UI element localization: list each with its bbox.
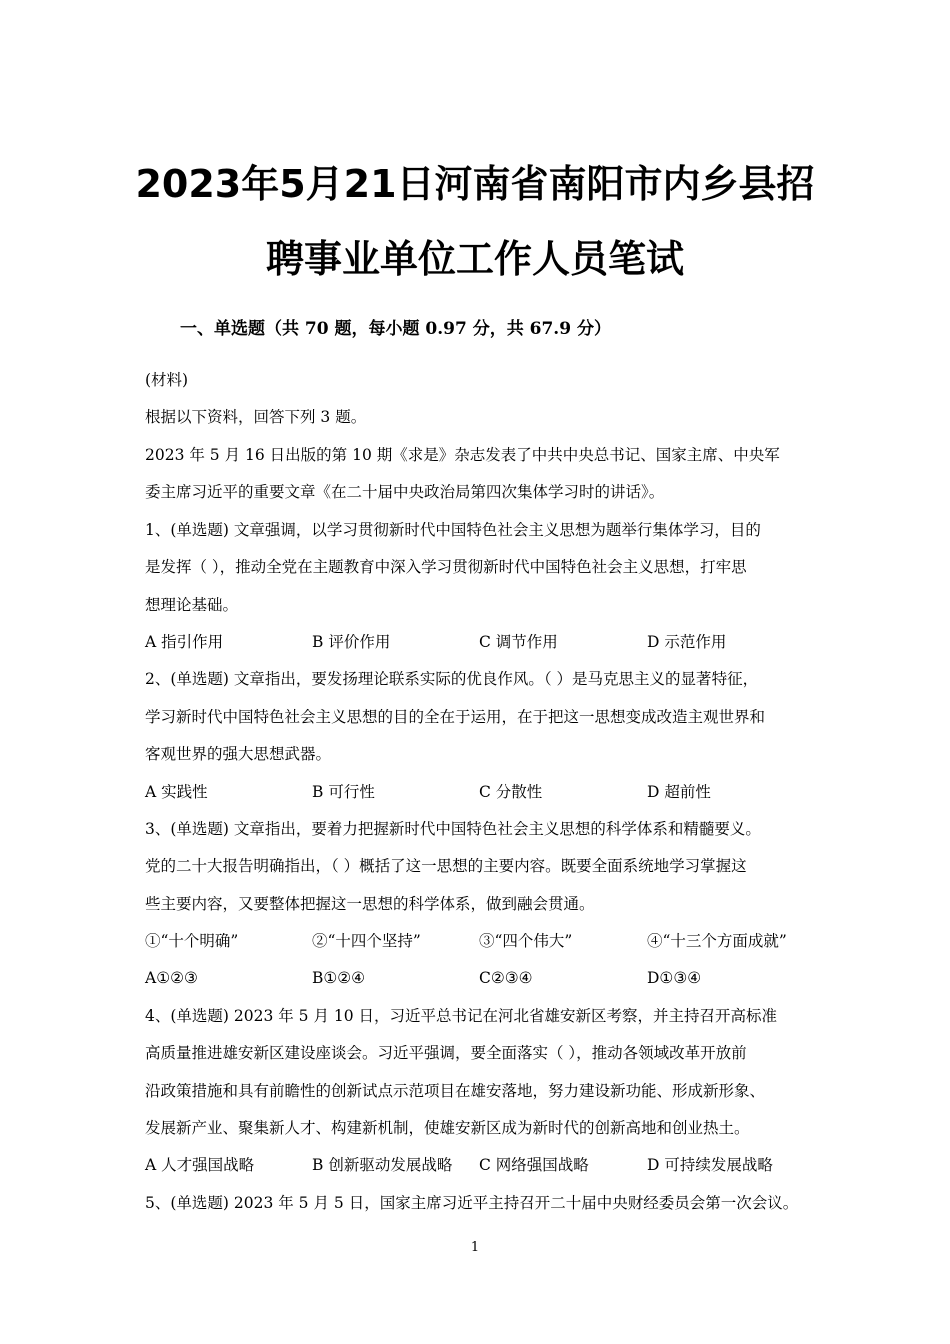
question-2-option-c: C 分散性 (479, 783, 543, 801)
question-3-item-4: ④“十三个方面成就” (647, 932, 787, 950)
question-1-text: 1、(单选题) 文章强调，以学习贯彻新时代中国特色社会主义思想为题举行集体学习，目的 (145, 521, 761, 539)
question-3-text: 些主要内容，又要整体把握这一思想的科学体系，做到融会贯通。 (145, 895, 595, 913)
question-3-item-2: ②“十四个坚持” (312, 932, 421, 950)
question-2-text: 2、(单选题) 文章指出，要发扬理论联系实际的优良作风。（ ）是马克思主义的显著特征， (145, 670, 759, 688)
question-1-option-d: D 示范作用 (647, 633, 727, 651)
question-1-option-c: C 调节作用 (479, 633, 558, 651)
question-2-option-b: B 可行性 (312, 783, 375, 801)
material-label: (材料) (145, 371, 189, 389)
question-3-text: 党的二十大报告明确指出，（ ）概括了这一思想的主要内容。既要全面系统地学习掌握这 (145, 857, 747, 875)
question-4-option-a: A 人才强国战略 (145, 1156, 255, 1174)
question-2-option-a: A 实践性 (145, 783, 208, 801)
section-heading: 一、单选题（共 70 题，每小题 0.97 分，共 67.9 分） (180, 319, 611, 339)
question-3-option-d: D①③④ (647, 969, 702, 987)
question-4-text: 4、(单选题) 2023 年 5 月 10 日，习近平总书记在河北省雄安新区考察，并主持召开高标准 (145, 1007, 778, 1025)
question-4-option-c: C 网络强国战略 (479, 1156, 589, 1174)
question-3-option-b: B①②④ (312, 969, 366, 987)
question-2-text: 客观世界的强大思想武器。 (145, 745, 332, 763)
question-1-option-a: A 指引作用 (145, 633, 224, 651)
question-4-text: 高质量推进雄安新区建设座谈会。习近平强调，要全面落实（ ），推动各领域改革开放前 (145, 1044, 747, 1062)
material-text-line: 2023 年 5 月 16 日出版的第 10 期《求是》杂志发表了中共中央总书记、国家主席、中央军 (145, 446, 780, 464)
question-1-text: 是发挥（ ），推动全党在主题教育中深入学习贯彻新时代中国特色社会主义思想，打牢思 (145, 558, 747, 576)
material-intro: 根据以下资料，回答下列 3 题。 (145, 408, 367, 426)
question-3-text: 3、(单选题) 文章指出，要着力把握新时代中国特色社会主义思想的科学体系和精髓要义。 (145, 820, 761, 838)
question-4-option-d: D 可持续发展战略 (647, 1156, 773, 1174)
question-1-option-b: B 评价作用 (312, 633, 391, 651)
document-title-line-1: 2023年5月21日河南省南阳市内乡县招 (135, 162, 815, 206)
document-title-line-2: 聘事业单位工作人员笔试 (265, 237, 684, 281)
question-1-text: 想理论基础。 (145, 596, 239, 614)
question-2-option-d: D 超前性 (647, 783, 711, 801)
question-4-option-b: B 创新驱动发展战略 (312, 1156, 453, 1174)
material-text-line: 委主席习近平的重要文章《在二十届中央政治局第四次集体学习时的讲话》。 (145, 483, 665, 501)
question-3-option-a: A①②③ (145, 969, 198, 987)
question-3-option-c: C②③④ (479, 969, 533, 987)
question-5-text: 5、(单选题) 2023 年 5 月 5 日，国家主席习近平主持召开二十届中央财经委员会第一次会议。 (145, 1194, 799, 1212)
question-4-text: 发展新产业、聚集新人才、构建新机制，使雄安新区成为新时代的创新高地和创业热土。 (145, 1119, 750, 1137)
question-3-item-1: ①“十个明确” (145, 932, 239, 950)
question-4-text: 沿政策措施和具有前瞻性的创新试点示范项目在雄安落地，努力建设新功能、形成新形象、 (145, 1082, 766, 1100)
question-2-text: 学习新时代中国特色社会主义思想的目的全在于运用，在于把这一思想变成改造主观世界和 (145, 708, 766, 726)
page-number: 1 (470, 1240, 480, 1255)
question-3-item-3: ③“四个伟大” (479, 932, 573, 950)
